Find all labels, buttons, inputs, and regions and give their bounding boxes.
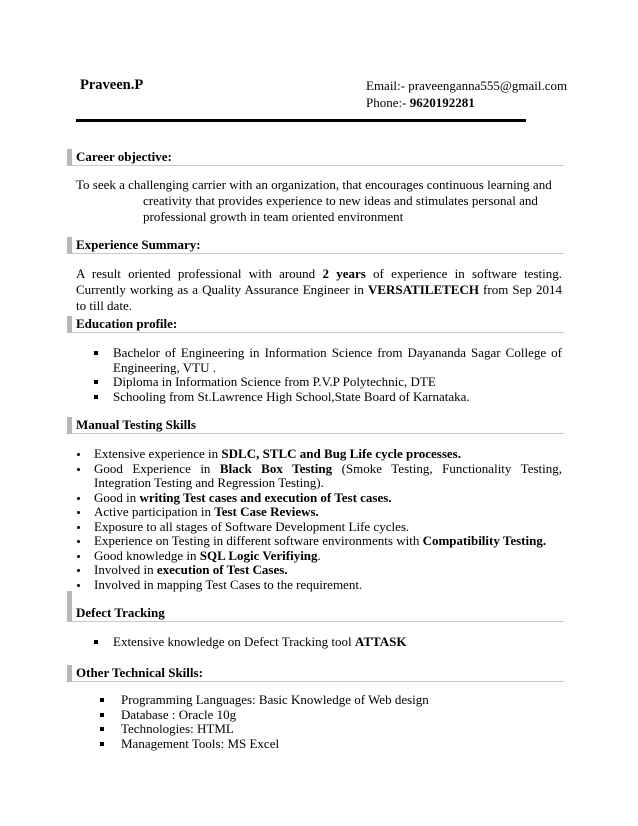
phone-label: Phone:- bbox=[366, 95, 410, 110]
phone-value: 9620192281 bbox=[409, 95, 475, 110]
skill-text: Involved in mapping Test Cases to the requirement. bbox=[94, 576, 363, 592]
defect-item-text: Extensive knowledge on Defect Tracking tool bbox=[113, 634, 355, 649]
heading-marker bbox=[67, 237, 72, 254]
dot-bullet-icon bbox=[77, 555, 80, 558]
experience-text-3: from Sep 2014 to till date. bbox=[76, 282, 562, 313]
heading-marker bbox=[67, 417, 72, 434]
career-line-3: professional growth in team oriented environment bbox=[143, 209, 404, 224]
education-heading bbox=[67, 316, 564, 333]
list-item bbox=[113, 390, 562, 405]
manual-testing-list bbox=[94, 447, 562, 592]
square-bullet-icon bbox=[94, 380, 98, 384]
defect-tracking-title: Defect Tracking bbox=[76, 605, 165, 620]
dot-bullet-icon bbox=[77, 468, 80, 471]
list-item bbox=[94, 578, 562, 593]
skill-text: Experience on Testing in different software environments with bbox=[94, 533, 423, 548]
experience-text-1: A result oriented professional with around bbox=[76, 266, 323, 281]
experience-years: 2 years bbox=[322, 266, 366, 281]
skill-emphasis: SQL Logic Verifiying bbox=[199, 547, 318, 563]
skill-emphasis: execution of Test Cases. bbox=[156, 562, 288, 577]
experience-summary-title: Experience Summary: bbox=[76, 237, 201, 252]
skill-text: Good in bbox=[94, 489, 140, 505]
square-bullet-icon bbox=[94, 351, 98, 355]
skill-text: Good knowledge in bbox=[94, 547, 200, 563]
list-item bbox=[94, 505, 562, 520]
other-skill-text: Management Tools: MS Excel bbox=[121, 735, 280, 751]
other-skill-text: Database : Oracle 10g bbox=[121, 706, 237, 722]
education-title: Education profile: bbox=[76, 316, 178, 331]
dot-bullet-icon bbox=[77, 569, 80, 572]
manual-testing-title: Manual Testing Skills bbox=[76, 417, 196, 432]
skill-text: Extensive experience in bbox=[94, 446, 222, 461]
skill-emphasis: Compatibility Testing. bbox=[422, 533, 547, 548]
list-item bbox=[94, 462, 562, 491]
list-item bbox=[113, 375, 562, 390]
education-item-text: Schooling from St.Lawrence High School,State Board of Karnataka. bbox=[113, 388, 470, 404]
other-skills-title: Other Technical Skills: bbox=[76, 665, 203, 680]
list-item bbox=[113, 635, 562, 650]
heading-marker bbox=[67, 591, 72, 622]
dot-bullet-icon bbox=[77, 497, 80, 500]
dot-bullet-icon bbox=[77, 584, 80, 587]
phone-line bbox=[366, 94, 567, 111]
contact-block bbox=[366, 77, 567, 111]
square-bullet-icon bbox=[94, 640, 98, 644]
list-item bbox=[94, 520, 562, 535]
skill-emphasis: SDLC, STLC and Bug Life cycle processes. bbox=[221, 446, 461, 461]
skill-text: . bbox=[317, 547, 321, 563]
manual-testing-heading bbox=[67, 417, 564, 434]
list-item bbox=[121, 722, 562, 737]
education-item-text: Diploma in Information Science from P.V.P Polytechnic, DTE bbox=[113, 374, 436, 389]
square-bullet-icon bbox=[100, 727, 104, 731]
experience-company: VERSATILETECH bbox=[367, 282, 479, 297]
skill-text: Involved in bbox=[94, 562, 157, 577]
square-bullet-icon bbox=[100, 742, 104, 746]
career-objective-text bbox=[76, 177, 562, 225]
other-skills-list bbox=[121, 693, 562, 751]
list-item bbox=[94, 549, 562, 564]
list-item bbox=[94, 491, 562, 506]
list-item bbox=[94, 447, 562, 462]
dot-bullet-icon bbox=[77, 540, 80, 543]
list-item bbox=[94, 534, 562, 549]
heading-marker bbox=[67, 665, 72, 682]
education-list bbox=[113, 346, 562, 404]
skill-text: Good Experience in bbox=[94, 460, 220, 476]
skill-text: Exposure to all stages of Software Development Life cycles. bbox=[94, 518, 410, 534]
dot-bullet-icon bbox=[77, 526, 80, 529]
dot-bullet-icon bbox=[77, 453, 80, 456]
email-line: Email:- praveenganna555@gmail.com bbox=[366, 78, 568, 93]
list-item bbox=[121, 708, 562, 723]
heading-marker bbox=[67, 149, 72, 166]
career-objective-title: Career objective: bbox=[76, 149, 172, 164]
dot-bullet-icon bbox=[77, 511, 80, 514]
other-skill-text: Programming Languages: Basic Knowledge of Web design bbox=[121, 692, 429, 707]
skill-emphasis: Black Box Testing bbox=[219, 460, 333, 476]
candidate-name: Praveen.P bbox=[80, 77, 144, 93]
career-objective-heading bbox=[67, 149, 564, 166]
defect-tool-name: ATTASK bbox=[354, 634, 407, 649]
square-bullet-icon bbox=[100, 698, 104, 702]
skill-text: Active participation in bbox=[94, 504, 215, 519]
experience-text-2: of experience in software testing. Currently working as a Quality Assurance Engineer in bbox=[76, 266, 562, 297]
career-line-2: creativity that provides experience to new ideas and stimulates personal and bbox=[143, 193, 538, 208]
experience-summary-heading bbox=[67, 237, 564, 254]
list-item bbox=[113, 346, 562, 375]
skill-emphasis: writing Test cases and execution of Test cases. bbox=[139, 489, 392, 505]
defect-tracking-list bbox=[113, 635, 562, 650]
skill-emphasis: Test Case Reviews. bbox=[214, 504, 319, 519]
other-skill-text: Technologies: HTML bbox=[121, 721, 234, 736]
experience-summary-text bbox=[76, 266, 562, 314]
header-divider bbox=[76, 119, 526, 122]
list-item bbox=[121, 737, 562, 752]
square-bullet-icon bbox=[94, 395, 98, 399]
career-line-1: To seek a challenging carrier with an organization, that encourages continuous learning and bbox=[76, 177, 552, 192]
list-item bbox=[94, 563, 562, 578]
list-item bbox=[121, 693, 562, 708]
skill-text: (Smoke Testing, Functionality Testing, Integration Testing and Regression Testing). bbox=[94, 460, 562, 490]
other-skills-heading bbox=[67, 665, 564, 682]
defect-tracking-heading bbox=[67, 605, 564, 622]
square-bullet-icon bbox=[100, 713, 104, 717]
education-item-text: Bachelor of Engineering in Information Science from Dayananda Sagar College of Engineering, VTU . bbox=[113, 345, 562, 375]
heading-marker bbox=[67, 316, 72, 333]
